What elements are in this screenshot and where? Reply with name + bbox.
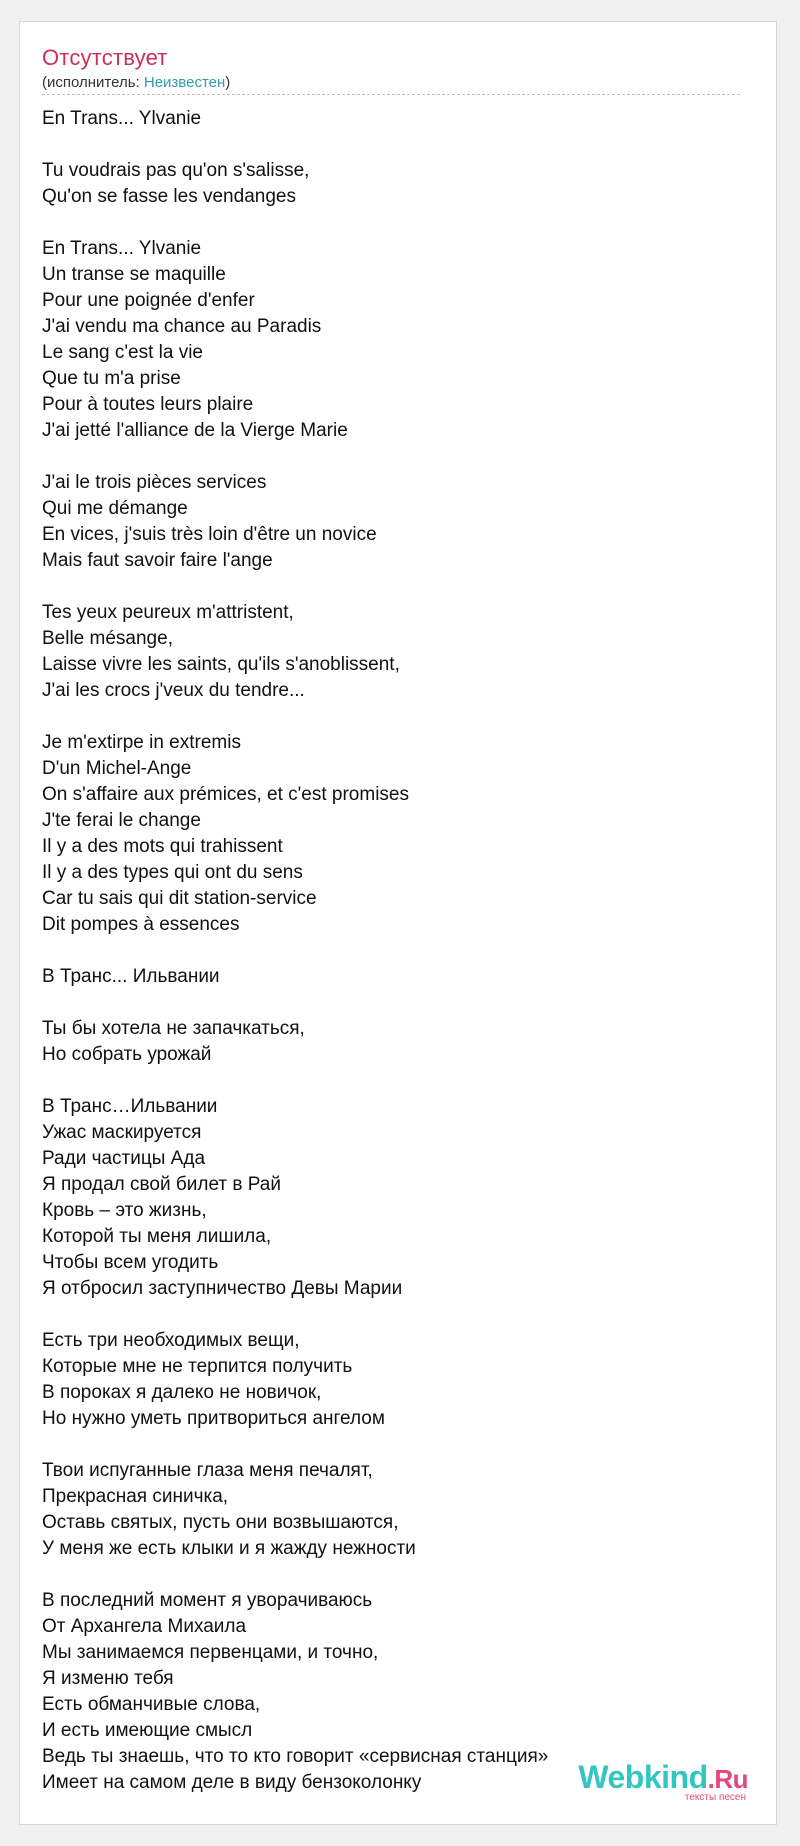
lyric-line: Tu voudrais pas qu'on s'salisse, [42,160,310,181]
song-title: Отсутствует [42,45,168,70]
lyric-line: Я продал свой билет в Рай [42,1174,281,1195]
lyric-line: Pour une poignée d'enfer [42,290,255,311]
lyric-line: Оставь святых, пусть они возвышаются, [42,1512,399,1533]
lyric-line: Есть три необходимых вещи, [42,1330,300,1351]
lyric-line: Car tu sais qui dit station-service [42,888,317,909]
lyric-line: Un transe se maquille [42,264,226,285]
lyric-line [42,132,548,158]
lyric-line: En vices, j'suis très loin d'être un novice [42,524,377,545]
lyric-line: Le sang c'est la vie [42,342,203,363]
lyric-line: Qui me démange [42,498,188,519]
lyric-line: J'ai jetté l'alliance de la Vierge Marie [42,420,348,441]
lyric-line: Ты бы хотела не запачкаться, [42,1018,305,1039]
webkind-logo[interactable] [578,1761,748,1803]
lyric-line: Чтобы всем угодить [42,1252,219,1273]
lyrics-text [42,106,548,1796]
lyric-line [42,1068,548,1094]
lyric-line: Есть обманчивые слова, [42,1694,261,1715]
lyric-line: Ради частицы Ада [42,1148,206,1169]
lyric-line: Il y a des types qui ont du sens [42,862,303,883]
artist-suffix: ) [225,74,231,91]
lyric-line [42,1562,548,1588]
lyric-line: И есть имеющие смысл [42,1720,253,1741]
lyric-line: В пороках я далеко не новичок, [42,1382,322,1403]
lyric-line: Ведь ты знаешь, что то кто говорит «сервисная станция» [42,1746,549,1767]
lyric-line: От Архангела Михаила [42,1616,247,1637]
artist-prefix: (исполнитель: [42,74,144,91]
lyric-line: Tes yeux peureux m'attristent, [42,602,294,623]
lyric-line: Но собрать урожай [42,1044,212,1065]
lyric-line: Que tu m'a prise [42,368,181,389]
lyric-line: Твои испуганные глаза меня печалят, [42,1460,373,1481]
lyric-line [42,938,548,964]
song-card [19,21,777,1825]
lyric-line: Je m'extirpe in extremis [42,732,241,753]
lyric-line [42,1302,548,1328]
lyric-line [42,210,548,236]
lyric-line [42,444,548,470]
lyric-line: J'ai vendu ma chance au Paradis [42,316,322,337]
lyric-line: Которые мне не терпится получить [42,1356,353,1377]
lyric-line: Pour à toutes leurs plaire [42,394,254,415]
lyric-line: J'ai les crocs j'veux du tendre... [42,680,305,701]
lyric-line: В Транс... Ильвании [42,966,220,987]
lyric-line [42,990,548,1016]
logo-tagline: тексты песен [684,1792,746,1803]
lyric-line: On s'affaire aux prémices, et c'est promises [42,784,409,805]
lyric-line: En Trans... Ylvanie [42,108,202,129]
lyric-line: En Trans... Ylvanie [42,238,202,259]
lyric-line: Il y a des mots qui trahissent [42,836,283,857]
lyric-line: D'un Michel-Ange [42,758,192,779]
lyric-line: J'te ferai le change [42,810,201,831]
lyric-line: Но нужно уметь притвориться ангелом [42,1408,385,1429]
artist-link[interactable]: Неизвестен [143,74,226,91]
lyric-line: В Транс…Ильвании [42,1096,218,1117]
lyric-line: У меня же есть клыки и я жажду нежности [42,1538,416,1559]
song-meta [42,74,230,91]
lyric-line: Belle mésange, [42,628,173,649]
lyric-line: Qu'on se fasse les vendanges [42,186,296,207]
lyric-line: Мы занимаемся первенцами, и точно, [42,1642,379,1663]
lyric-line [42,574,548,600]
logo-main-text: Webkind [578,1759,708,1795]
lyric-line: Кровь – это жизнь, [42,1200,207,1221]
divider [42,94,740,95]
lyric-line: J'ai le trois pièces services [42,472,267,493]
logo-suffix-text: .Ru [707,1764,748,1794]
lyric-line: Mais faut savoir faire l'ange [42,550,273,571]
lyric-line [42,704,548,730]
lyric-line: Я отбросил заступничество Девы Марии [42,1278,403,1299]
lyric-line: Которой ты меня лишила, [42,1226,272,1247]
lyric-line: Ужас маскируется [42,1122,202,1143]
lyric-line: Я изменю тебя [42,1668,174,1689]
lyric-line [42,1432,548,1458]
lyric-line: Имеет на самом деле в виду бензоколонку [42,1772,422,1793]
lyric-line: Laisse vivre les saints, qu'ils s'anoblissent, [42,654,400,675]
lyric-line: В последний момент я уворачиваюсь [42,1590,373,1611]
lyric-line: Dit pompes à essences [42,914,240,935]
lyric-line: Прекрасная синичка, [42,1486,229,1507]
